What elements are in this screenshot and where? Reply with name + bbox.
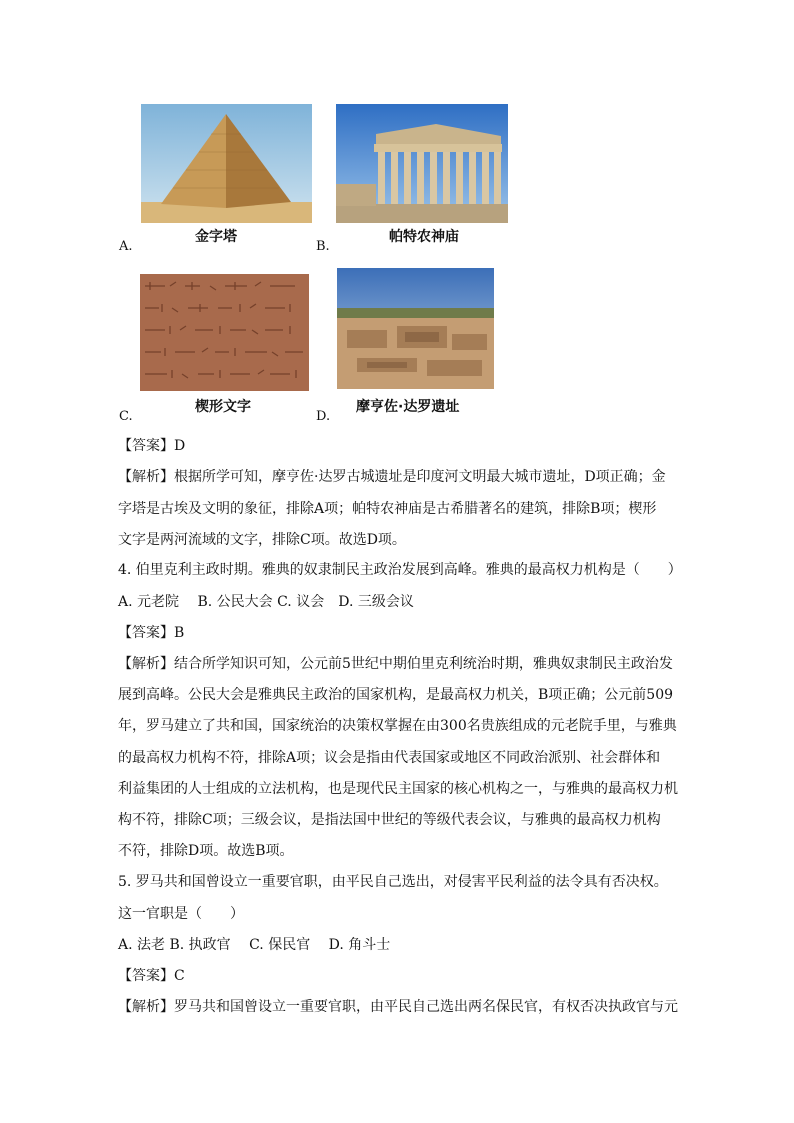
option-a-caption: 金字塔 <box>195 229 237 245</box>
parthenon-photo-icon <box>336 104 508 223</box>
q4-analysis-line-4: 的最高权力机构不符，排除A项；议会是指由代表国家或地区不同政治派别、社会群体和 <box>118 750 661 766</box>
option-d-label: D. <box>316 409 331 424</box>
q4-analysis-line-1: 【解析】结合所学知识可知，公元前5世纪中期伯里克利统治时期，雅典奴隶制民主政治发 <box>118 656 673 672</box>
parthenon-image <box>336 104 508 223</box>
q4-analysis-line-6: 构不符，排除C项；三级会议，是指法国中世纪的等级代表会议，与雅典的最高权力机构 <box>118 812 661 828</box>
option-c-caption: 楔形文字 <box>195 399 251 415</box>
option-b-caption: 帕特农神庙 <box>389 229 459 245</box>
cuneiform-photo-icon <box>140 274 309 391</box>
q5-answer: 【答案】C <box>118 968 185 984</box>
q4-analysis-line-3: 年，罗马建立了共和国，国家统治的决策权掌握在由300名贵族组成的元老院手里，与雅典 <box>118 718 677 734</box>
q5-options: A. 法老 B. 执政官 C. 保民官 D. 角斗士 <box>118 937 391 953</box>
pyramid-photo-icon <box>141 104 312 223</box>
q4-analysis-line-7: 不符，排除D项。故选B项。 <box>118 843 294 859</box>
q5-stem-line-1: 5. 罗马共和国曾设立一重要官职，由平民自己选出，对侵害平民利益的法令具有否决权。 <box>118 874 668 890</box>
pyramid-image <box>141 104 312 223</box>
cuneiform-image <box>140 274 309 391</box>
q5-analysis-line-1: 【解析】罗马共和国曾设立一重要官职，由平民自己选出两名保民官，有权否决执政官与元 <box>118 999 678 1015</box>
mohenjo-daro-photo-icon <box>337 268 494 389</box>
q3-analysis-line-3: 文字是两河流域的文字，排除C项。故选D项。 <box>118 532 406 548</box>
q5-stem-line-2: 这一官职是（ ） <box>118 906 244 922</box>
q4-stem: 4. 伯里克利主政时期。雅典的奴隶制民主政治发展到高峰。雅典的最高权力机构是（ ） <box>118 562 682 578</box>
option-a-label: A. <box>119 239 133 254</box>
q3-analysis-line-2: 字塔是古埃及文明的象征，排除A项；帕特农神庙是古希腊著名的建筑，排除B项；楔形 <box>118 501 657 517</box>
mohenjo-daro-image <box>337 268 494 389</box>
q3-analysis-line-1: 【解析】根据所学可知，摩亨佐·达罗古城遗址是印度河文明最大城市遗址，D项正确；金 <box>118 469 666 485</box>
option-c-label: C. <box>119 409 133 424</box>
option-b-label: B. <box>316 239 330 254</box>
q3-answer: 【答案】D <box>118 438 186 454</box>
q4-answer: 【答案】B <box>118 625 185 641</box>
q4-options: A. 元老院 B. 公民大会 C. 议会 D. 三级会议 <box>118 594 414 610</box>
q4-analysis-line-2: 展到高峰。公民大会是雅典民主政治的国家机构，是最高权力机关，B项正确；公元前509 <box>118 687 674 703</box>
q4-analysis-line-5: 利益集团的人士组成的立法机构，也是现代民主国家的核心机构之一，与雅典的最高权力机 <box>118 781 678 797</box>
option-d-caption: 摩亨佐·达罗遗址 <box>356 399 460 415</box>
